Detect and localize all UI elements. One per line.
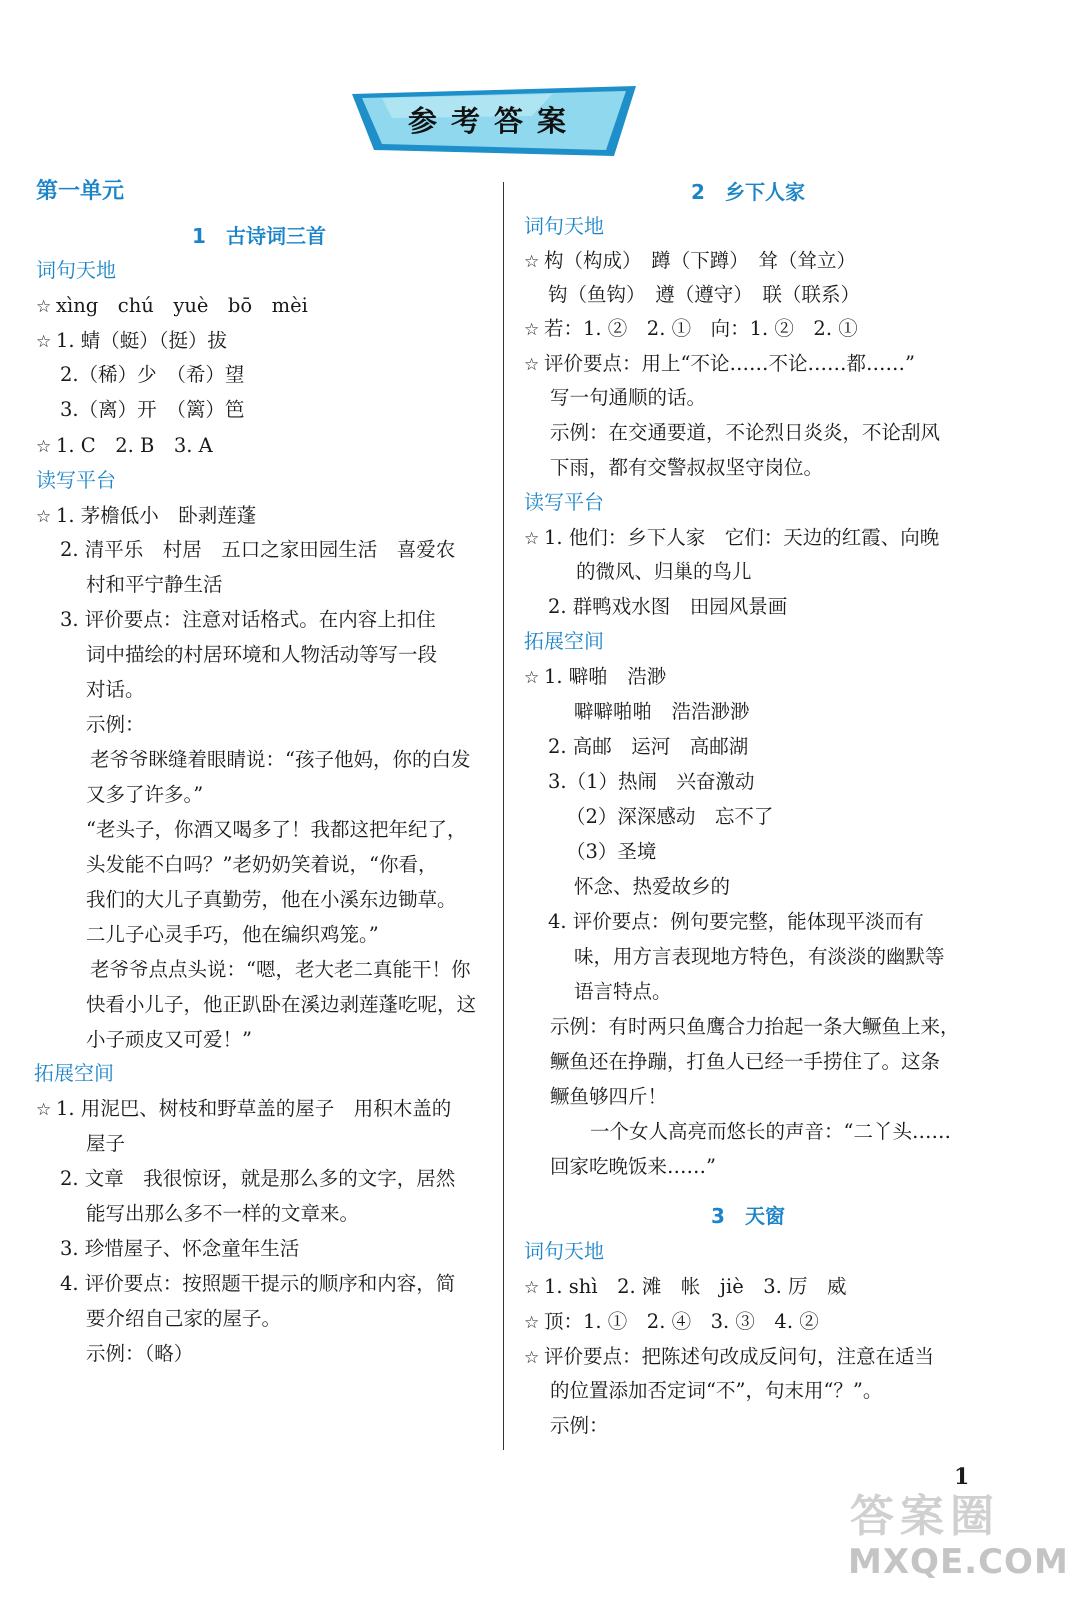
answer-line — [524, 243, 856, 278]
watermark-logo — [842, 1480, 1069, 1592]
answer-line: 下雨，都有交警叔叔坚守岗位。 — [550, 456, 824, 479]
page-title: 参考答案 — [407, 104, 580, 138]
star-icon: ☆ — [36, 332, 52, 352]
answer-line: 3. 评价要点：注意对话格式。在内容上扣住 — [60, 608, 436, 631]
star-icon: ☆ — [36, 507, 52, 527]
answer-line: 写一句通顺的话。 — [550, 386, 707, 409]
star-icon: ☆ — [36, 1100, 52, 1120]
unit-title: 第一单元 — [36, 179, 125, 204]
lesson-title: 3 天窗 — [711, 1204, 785, 1228]
answer-line — [36, 1091, 451, 1126]
title-banner — [352, 86, 636, 156]
lesson-title: 2 乡下人家 — [691, 180, 805, 204]
answer-line: （2）深深感动 忘不了 — [566, 805, 774, 828]
answer-line — [524, 311, 858, 346]
answer-line: 示例： — [86, 713, 145, 736]
star-icon: ☆ — [36, 437, 52, 457]
answer-line: 屋子 — [86, 1132, 126, 1155]
star-icon: ☆ — [524, 320, 540, 340]
answer-line: 示例：在交通要道，不论烈日炎炎，不论刮风 — [550, 421, 941, 444]
section-heading: 词句天地 — [524, 214, 604, 238]
section-heading: 读写平台 — [36, 468, 116, 492]
star-icon: ☆ — [524, 1278, 540, 1298]
answer-line: 的位置添加否定词“不”，句末用“？”。 — [550, 1379, 883, 1402]
answer-line — [524, 1269, 847, 1304]
answer-line: 村和平宁静生活 — [86, 573, 223, 596]
answer-line: 二儿子心灵手巧，他在编织鸡笼。” — [86, 923, 379, 946]
answer-line: 词中描绘的村居环境和人物活动等写一段 — [86, 643, 438, 666]
answer-text: 1. 用泥巴、树枝和野草盖的屋子 用积木盖的 — [56, 1097, 452, 1120]
answer-line: 鳜鱼还在挣蹦，打鱼人已经一手捞住了。这条 — [550, 1050, 941, 1073]
answer-text: 评价要点：用上“不论……不论……都……” — [544, 352, 915, 375]
answer-line: “老头子，你酒又喝多了！我都这把年纪了， — [86, 818, 467, 841]
answer-line: 味，用方言表现地方特色，有淡淡的幽默等 — [574, 945, 945, 968]
answer-line: 鳜鱼够四斤！ — [550, 1085, 668, 1108]
answer-line: 语言特点。 — [574, 980, 672, 1003]
answer-line: 示例：有时两只鱼鹰合力抬起一条大鳜鱼上来， — [550, 1015, 960, 1038]
answer-line — [524, 1304, 819, 1339]
answer-line: 一个女人高亮而悠长的声音：“二丫头…… — [590, 1120, 951, 1143]
answer-line: 2. 高邮 运河 高邮湖 — [548, 735, 749, 758]
answer-line: 又多了许多。” — [86, 783, 204, 806]
page-number: 1 — [954, 1464, 970, 1490]
answer-line: （3）圣境 — [566, 840, 657, 863]
star-icon: ☆ — [524, 1313, 540, 1333]
answer-text: 顶：1. ① 2. ④ 3. ③ 4. ② — [544, 1310, 819, 1333]
answer-line: 3.（1）热闹 兴奋激动 — [548, 770, 755, 793]
answer-line — [36, 288, 308, 323]
answer-text: xìng chú yuè bō mèi — [56, 294, 308, 317]
answer-line: 回家吃晚饭来……” — [550, 1155, 716, 1178]
answer-line — [36, 323, 227, 358]
answer-line: 的微风、归巢的鸟儿 — [576, 560, 752, 583]
section-heading: 拓展空间 — [524, 629, 604, 653]
answer-line: 2. 群鸭戏水图 田园风景画 — [548, 595, 788, 618]
answer-line: 老爷爷眯缝着眼睛说：“孩子他妈，你的白发 — [90, 748, 471, 771]
answer-line: 钩（鱼钩） 遵（遵守） 联（联系） — [548, 283, 861, 306]
answer-line: 4. 评价要点：例句要完整，能体现平淡而有 — [548, 910, 924, 933]
answer-line — [36, 428, 213, 463]
answer-line: 我们的大儿子真勤劳，他在小溪东边锄草。 — [86, 888, 457, 911]
answer-text: 1. 噼啪 浩渺 — [544, 665, 667, 688]
answer-text: 构（构成） 蹲（下蹲） 耸（耸立） — [544, 249, 857, 272]
answer-text: 1. C 2. B 3. A — [56, 434, 213, 457]
section-heading: 拓展空间 — [34, 1061, 114, 1085]
answer-line: 示例：（略） — [86, 1342, 194, 1365]
star-icon: ☆ — [524, 355, 540, 375]
answer-line: 示例： — [550, 1414, 609, 1437]
answer-line: 老爷爷点点头说：“嗯，老大老二真能干！你 — [90, 958, 471, 981]
answer-line — [524, 346, 915, 381]
answer-line: 能写出那么多不一样的文章来。 — [86, 1202, 360, 1225]
answer-line: 2. 清平乐 村居 五口之家田园生活 喜爱农 — [60, 538, 456, 561]
answer-line: 3.（离）开 （篱）笆 — [60, 398, 245, 421]
answer-text: 1. 茅檐低小 卧剥莲蓬 — [56, 504, 257, 527]
answer-line: 3. 珍惜屋子、怀念童年生活 — [60, 1237, 300, 1260]
answer-line — [36, 498, 256, 533]
column-divider — [503, 182, 504, 1450]
lesson-title: 1 古诗词三首 — [192, 224, 326, 248]
section-heading: 词句天地 — [524, 1239, 604, 1263]
answer-line: 头发能不白吗？”老奶奶笑着说，“你看， — [86, 853, 438, 876]
section-heading: 读写平台 — [524, 490, 604, 514]
answer-line — [524, 1339, 934, 1374]
answer-line: 快看小儿子，他正趴卧在溪边剥莲蓬吃呢，这 — [86, 993, 477, 1016]
answer-line — [524, 520, 939, 555]
answer-line: 小子顽皮又可爱！” — [86, 1028, 252, 1051]
answer-line — [524, 659, 666, 694]
answer-line: 要介绍自己家的屋子。 — [86, 1307, 282, 1330]
watermark-bottom-text: MXQE.COM — [848, 1542, 1069, 1582]
answer-text: 1. 他们：乡下人家 它们：天边的红霞、向晚 — [544, 526, 940, 549]
answer-line: 2. 文章 我很惊讶，就是那么多的文字，居然 — [60, 1167, 456, 1190]
watermark-top-text: 答案圈 — [850, 1491, 1000, 1542]
answer-text: 评价要点：把陈述句改成反问句，注意在适当 — [544, 1345, 935, 1368]
star-icon: ☆ — [36, 297, 52, 317]
star-icon: ☆ — [524, 668, 540, 688]
answer-text: 1. shì 2. 滩 帐 jiè 3. 厉 威 — [544, 1275, 847, 1298]
answer-text: 若：1. ② 2. ① 向：1. ② 2. ① — [544, 317, 858, 340]
answer-line: 怀念、热爱故乡的 — [574, 875, 731, 898]
star-icon: ☆ — [524, 1348, 540, 1368]
section-heading: 词句天地 — [36, 258, 116, 282]
answer-text: 1. 蜻（蜓）（挺）拔 — [56, 329, 228, 352]
answer-line: 2.（稀）少 （希）望 — [60, 363, 245, 386]
star-icon: ☆ — [524, 252, 540, 272]
answer-line: 对话。 — [86, 678, 145, 701]
star-icon: ☆ — [524, 529, 540, 549]
answer-line: 4. 评价要点：按照题干提示的顺序和内容，简 — [60, 1272, 456, 1295]
answer-line: 噼噼啪啪 浩浩渺渺 — [574, 700, 750, 723]
